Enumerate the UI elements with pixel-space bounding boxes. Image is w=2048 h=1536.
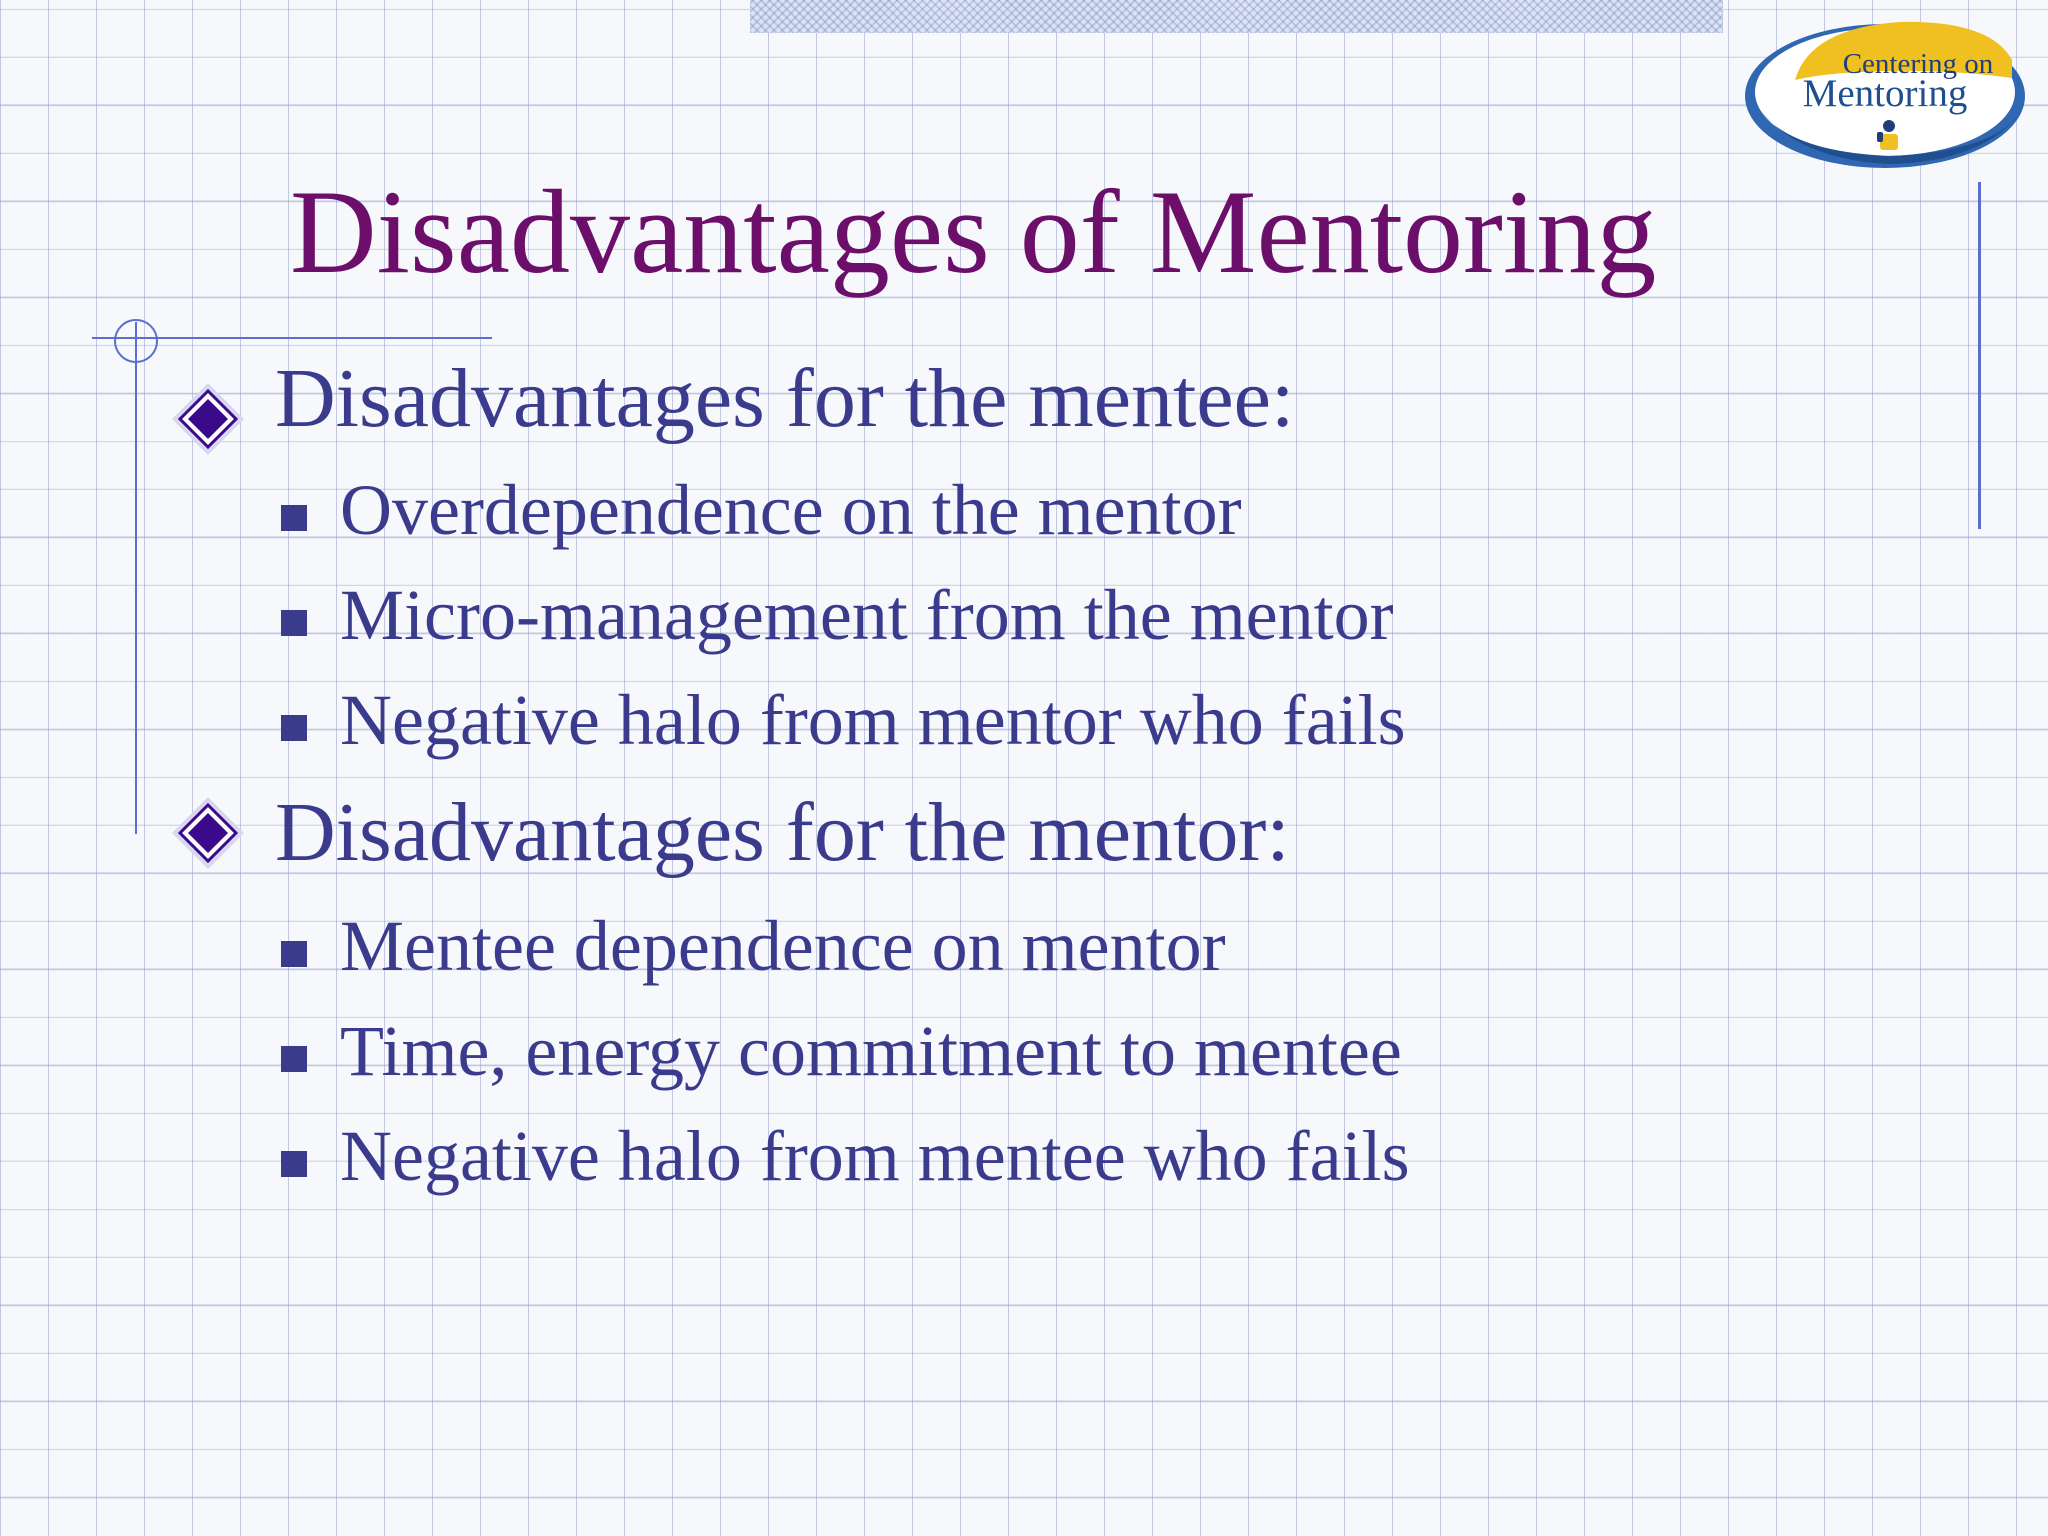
logo-line2: Mentoring (1802, 72, 1968, 115)
list-item: Overdependence on the mentor (340, 470, 1242, 550)
list-item: Negative halo from mentor who fails (340, 680, 1406, 760)
square-bullet-icon (281, 941, 307, 967)
square-bullet-icon (281, 505, 307, 531)
diamond-bullet-icon (170, 795, 246, 871)
square-bullet-icon (281, 1046, 307, 1072)
list-item: Mentee dependence on mentor (340, 906, 1226, 986)
list-item: Negative halo from mentee who fails (340, 1116, 1410, 1196)
slide-title: Disadvantages of Mentoring (290, 165, 1657, 298)
decorative-circle (114, 319, 158, 363)
section-heading: Disadvantages for the mentor: (275, 786, 1290, 879)
section-heading: Disadvantages for the mentee: (275, 352, 1295, 445)
square-bullet-icon (281, 715, 307, 741)
diamond-bullet-icon (170, 381, 246, 457)
list-item: Time, energy commitment to mentee (340, 1011, 1402, 1091)
decorative-right-line (1978, 182, 1981, 529)
logo-line1: Centering on (1842, 48, 1994, 80)
header-pattern-band (750, 0, 1723, 33)
decorative-vertical-line (135, 322, 137, 834)
square-bullet-icon (281, 610, 307, 636)
square-bullet-icon (281, 1151, 307, 1177)
list-item: Micro-management from the mentor (340, 575, 1394, 655)
centering-on-mentoring-logo (1740, 10, 2030, 172)
